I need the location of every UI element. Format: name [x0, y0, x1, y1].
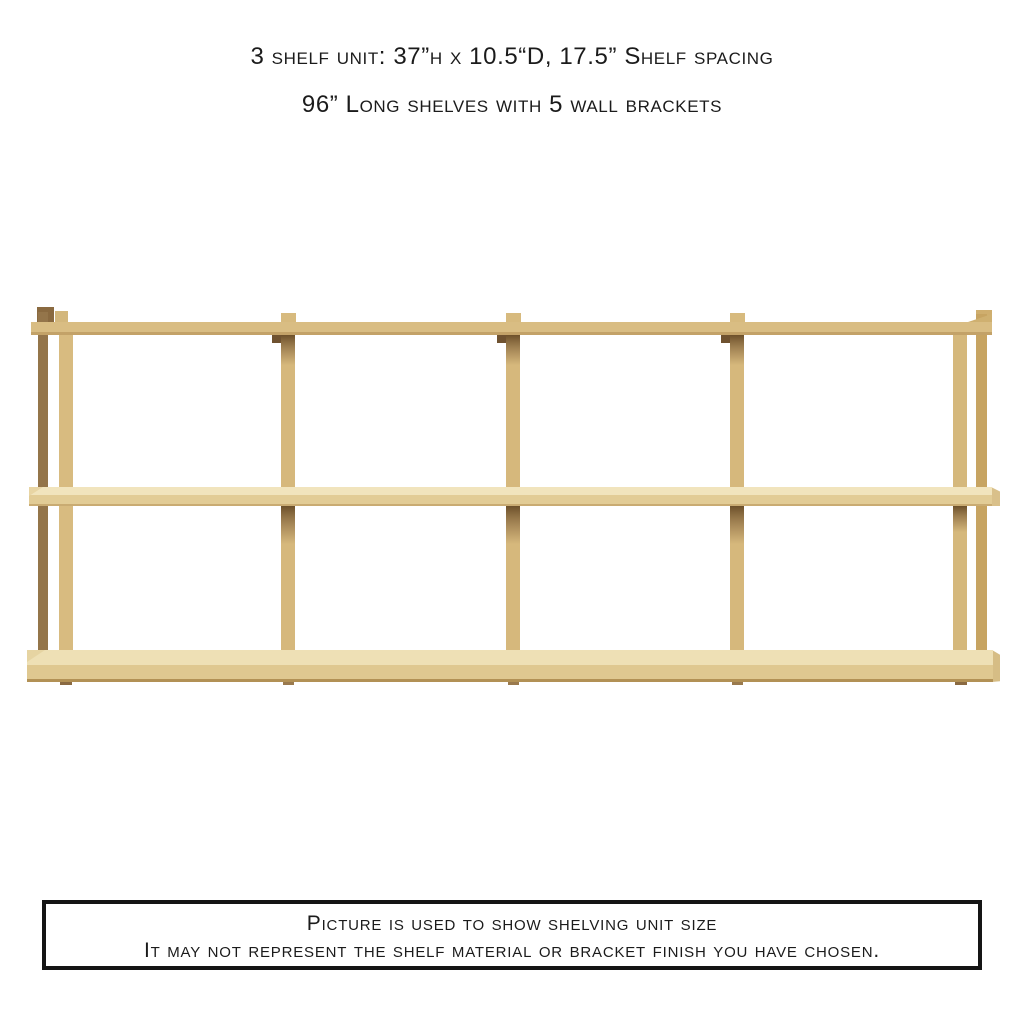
- disclaimer-line1: Picture is used to show shelving unit size: [306, 912, 718, 935]
- disclaimer-box: [42, 900, 982, 970]
- disclaimer-line2: It may not represent the shelf material or bracket finish you have chosen.: [144, 939, 880, 962]
- size-heading-line2: 96” Long shelves with 5 wall brackets: [301, 91, 723, 118]
- shelving-unit-drawing: [25, 300, 1000, 700]
- bottom-shelf: [27, 650, 1000, 685]
- size-heading-line1: 3 shelf unit: 37”h x 10.5“D, 17.5” Shelf spacing: [250, 43, 774, 70]
- size-heading: [0, 42, 1024, 120]
- shelving-unit-image: [25, 300, 1000, 700]
- middle-shelf: [29, 487, 1000, 506]
